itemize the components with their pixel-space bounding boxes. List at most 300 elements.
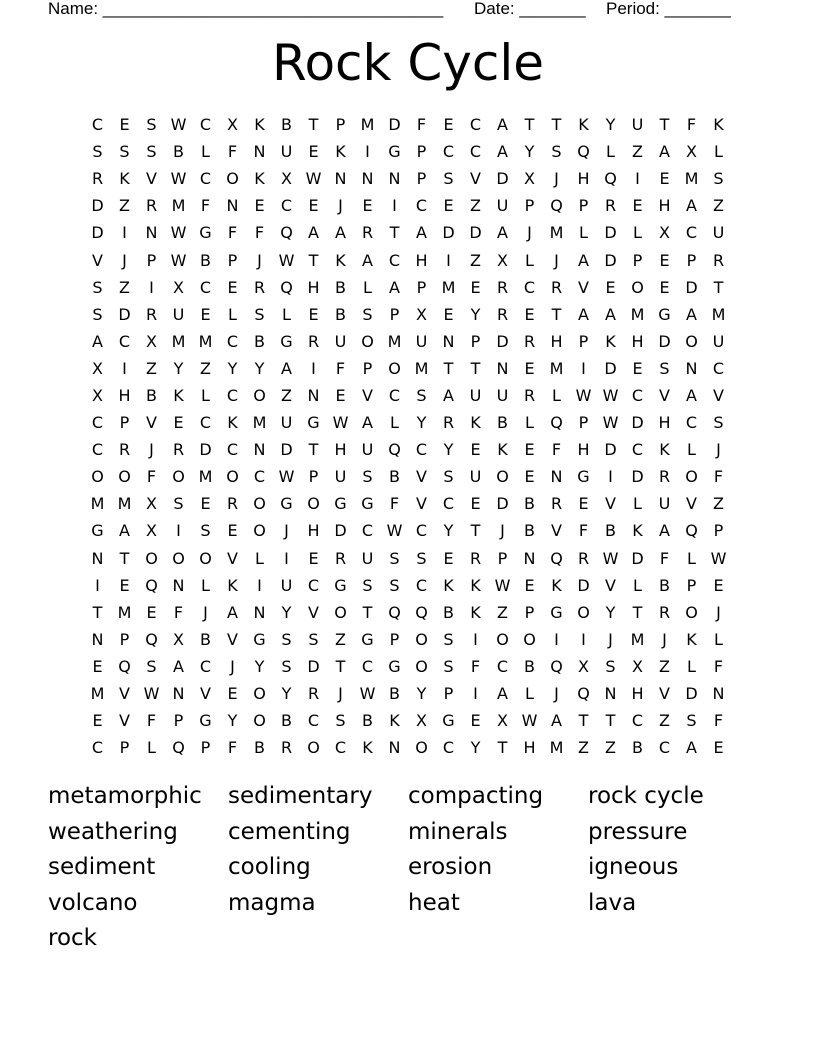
grid-letter[interactable]: P bbox=[119, 413, 130, 433]
grid-letter[interactable]: E bbox=[227, 277, 238, 297]
grid-letter[interactable]: S bbox=[146, 142, 157, 162]
grid-letter[interactable]: V bbox=[659, 385, 670, 405]
grid-letter[interactable]: Z bbox=[659, 711, 670, 731]
grid-letter[interactable]: T bbox=[632, 602, 643, 622]
grid-letter[interactable]: C bbox=[199, 413, 212, 433]
grid-letter[interactable]: K bbox=[605, 331, 616, 351]
grid-letter[interactable]: W bbox=[359, 684, 376, 704]
grid-letter[interactable]: C bbox=[361, 521, 374, 541]
grid-letter[interactable]: I bbox=[446, 250, 451, 270]
grid-letter[interactable]: M bbox=[171, 196, 186, 216]
grid-letter[interactable]: S bbox=[443, 467, 454, 487]
grid-letter[interactable]: C bbox=[226, 440, 239, 460]
grid-letter[interactable]: K bbox=[173, 385, 184, 405]
grid-letter[interactable]: P bbox=[416, 142, 427, 162]
grid-letter[interactable]: J bbox=[554, 684, 559, 704]
grid-letter[interactable]: H bbox=[631, 684, 644, 704]
grid-letter[interactable]: D bbox=[91, 223, 104, 243]
grid-letter[interactable]: Y bbox=[254, 656, 265, 676]
grid-letter[interactable]: B bbox=[362, 711, 373, 731]
grid-letter[interactable]: C bbox=[199, 169, 212, 189]
date-field[interactable]: Date: _______ bbox=[474, 0, 586, 18]
grid-letter[interactable]: T bbox=[119, 548, 130, 568]
grid-letter[interactable]: R bbox=[658, 467, 671, 487]
grid-letter[interactable]: P bbox=[578, 413, 589, 433]
grid-letter[interactable]: C bbox=[442, 142, 455, 162]
grid-letter[interactable]: E bbox=[308, 196, 319, 216]
grid-letter[interactable]: F bbox=[146, 467, 157, 487]
grid-letter[interactable]: B bbox=[335, 304, 346, 324]
grid-letter[interactable]: V bbox=[92, 250, 103, 270]
grid-letter[interactable]: E bbox=[443, 548, 454, 568]
period-field[interactable]: Period: _______ bbox=[606, 0, 731, 18]
grid-letter[interactable]: E bbox=[659, 250, 670, 270]
grid-letter[interactable]: G bbox=[280, 331, 293, 351]
grid-letter[interactable]: J bbox=[122, 250, 127, 270]
grid-letter[interactable]: N bbox=[361, 169, 374, 189]
grid-letter[interactable]: F bbox=[686, 115, 697, 135]
grid-letter[interactable]: D bbox=[469, 223, 482, 243]
grid-letter[interactable]: V bbox=[227, 629, 238, 649]
grid-letter[interactable]: C bbox=[226, 331, 239, 351]
grid-letter[interactable]: W bbox=[575, 385, 592, 405]
grid-letter[interactable]: Z bbox=[497, 602, 508, 622]
grid-letter[interactable]: C bbox=[91, 413, 104, 433]
grid-letter[interactable]: N bbox=[91, 548, 104, 568]
grid-letter[interactable]: D bbox=[496, 331, 509, 351]
grid-letter[interactable]: Z bbox=[146, 358, 157, 378]
grid-letter[interactable]: C bbox=[415, 575, 428, 595]
grid-letter[interactable]: Y bbox=[605, 115, 616, 135]
grid-letter[interactable]: C bbox=[496, 656, 509, 676]
grid-letter[interactable]: N bbox=[496, 358, 509, 378]
grid-letter[interactable]: G bbox=[199, 223, 212, 243]
grid-letter[interactable]: T bbox=[578, 711, 589, 731]
grid-letter[interactable]: C bbox=[307, 575, 320, 595]
grid-letter[interactable]: H bbox=[334, 440, 347, 460]
grid-letter[interactable]: Q bbox=[550, 196, 563, 216]
grid-letter[interactable]: R bbox=[118, 440, 131, 460]
grid-letter[interactable]: K bbox=[497, 440, 508, 460]
grid-letter[interactable]: Q bbox=[145, 629, 158, 649]
grid-letter[interactable]: P bbox=[200, 738, 211, 758]
grid-letter[interactable]: S bbox=[308, 629, 319, 649]
grid-letter[interactable]: F bbox=[389, 494, 400, 514]
grid-letter[interactable]: E bbox=[308, 304, 319, 324]
grid-letter[interactable]: K bbox=[335, 142, 346, 162]
grid-letter[interactable]: F bbox=[713, 467, 724, 487]
grid-letter[interactable]: E bbox=[470, 711, 481, 731]
grid-letter[interactable]: S bbox=[173, 494, 184, 514]
grid-letter[interactable]: L bbox=[714, 629, 723, 649]
grid-letter[interactable]: Q bbox=[550, 548, 563, 568]
grid-letter[interactable]: C bbox=[415, 196, 428, 216]
grid-letter[interactable]: X bbox=[686, 142, 697, 162]
grid-letter[interactable]: Q bbox=[145, 575, 158, 595]
grid-letter[interactable]: S bbox=[713, 169, 724, 189]
grid-letter[interactable]: F bbox=[200, 196, 211, 216]
grid-letter[interactable]: N bbox=[550, 467, 563, 487]
grid-letter[interactable]: C bbox=[280, 196, 293, 216]
grid-letter[interactable]: X bbox=[227, 115, 238, 135]
grid-letter[interactable]: G bbox=[361, 629, 374, 649]
grid-letter[interactable]: E bbox=[659, 277, 670, 297]
grid-letter[interactable]: D bbox=[91, 196, 104, 216]
grid-letter[interactable]: S bbox=[92, 304, 103, 324]
grid-letter[interactable]: Q bbox=[118, 656, 131, 676]
grid-letter[interactable]: A bbox=[173, 656, 184, 676]
grid-letter[interactable]: N bbox=[253, 440, 266, 460]
grid-letter[interactable]: R bbox=[550, 494, 563, 514]
grid-letter[interactable]: U bbox=[658, 494, 671, 514]
grid-letter[interactable]: U bbox=[631, 115, 644, 135]
grid-letter[interactable]: T bbox=[713, 277, 724, 297]
grid-letter[interactable]: U bbox=[334, 331, 347, 351]
grid-letter[interactable]: S bbox=[659, 358, 670, 378]
grid-letter[interactable]: O bbox=[199, 548, 212, 568]
grid-letter[interactable]: W bbox=[602, 385, 619, 405]
grid-letter[interactable]: A bbox=[92, 331, 103, 351]
grid-letter[interactable]: C bbox=[388, 385, 401, 405]
grid-letter[interactable]: O bbox=[415, 656, 428, 676]
grid-letter[interactable]: D bbox=[388, 115, 401, 135]
grid-letter[interactable]: P bbox=[632, 250, 643, 270]
grid-letter[interactable]: Z bbox=[470, 250, 481, 270]
grid-letter[interactable]: O bbox=[415, 738, 428, 758]
grid-letter[interactable]: H bbox=[577, 440, 590, 460]
grid-letter[interactable]: W bbox=[602, 548, 619, 568]
grid-letter[interactable]: H bbox=[307, 277, 320, 297]
grid-letter[interactable]: S bbox=[551, 142, 562, 162]
grid-letter[interactable]: M bbox=[90, 684, 105, 704]
grid-letter[interactable]: K bbox=[470, 413, 481, 433]
grid-letter[interactable]: E bbox=[443, 304, 454, 324]
grid-letter[interactable]: T bbox=[470, 521, 481, 541]
grid-letter[interactable]: W bbox=[170, 223, 187, 243]
grid-letter[interactable]: Q bbox=[550, 656, 563, 676]
grid-letter[interactable]: R bbox=[604, 196, 617, 216]
grid-letter[interactable]: Z bbox=[659, 656, 670, 676]
grid-letter[interactable]: D bbox=[604, 440, 617, 460]
grid-letter[interactable]: X bbox=[146, 494, 157, 514]
grid-letter[interactable]: M bbox=[549, 223, 564, 243]
grid-letter[interactable]: R bbox=[523, 385, 536, 405]
grid-letter[interactable]: S bbox=[281, 629, 292, 649]
grid-letter[interactable]: C bbox=[469, 142, 482, 162]
grid-letter[interactable]: X bbox=[146, 331, 157, 351]
grid-letter[interactable]: I bbox=[581, 629, 586, 649]
grid-letter[interactable]: E bbox=[227, 521, 238, 541]
grid-letter[interactable]: D bbox=[604, 250, 617, 270]
grid-letter[interactable]: N bbox=[712, 684, 725, 704]
grid-letter[interactable]: P bbox=[497, 548, 508, 568]
grid-letter[interactable]: V bbox=[578, 277, 589, 297]
grid-letter[interactable]: I bbox=[95, 575, 100, 595]
grid-letter[interactable]: S bbox=[254, 304, 265, 324]
grid-letter[interactable]: D bbox=[685, 684, 698, 704]
grid-letter[interactable]: P bbox=[713, 521, 724, 541]
grid-letter[interactable]: C bbox=[199, 115, 212, 135]
grid-letter[interactable]: H bbox=[658, 196, 671, 216]
grid-letter[interactable]: C bbox=[712, 358, 725, 378]
grid-letter[interactable]: K bbox=[470, 575, 481, 595]
grid-letter[interactable]: M bbox=[414, 358, 429, 378]
grid-letter[interactable]: T bbox=[335, 656, 346, 676]
grid-letter[interactable]: W bbox=[170, 169, 187, 189]
grid-letter[interactable]: W bbox=[494, 575, 511, 595]
grid-letter[interactable]: D bbox=[685, 277, 698, 297]
grid-letter[interactable]: J bbox=[716, 440, 721, 460]
grid-letter[interactable]: T bbox=[524, 115, 535, 135]
grid-letter[interactable]: E bbox=[254, 196, 265, 216]
grid-letter[interactable]: S bbox=[92, 277, 103, 297]
grid-letter[interactable]: C bbox=[658, 738, 671, 758]
grid-letter[interactable]: E bbox=[200, 304, 211, 324]
grid-letter[interactable]: I bbox=[635, 169, 640, 189]
grid-letter[interactable]: I bbox=[608, 467, 613, 487]
grid-letter[interactable]: O bbox=[253, 385, 266, 405]
grid-letter[interactable]: S bbox=[119, 142, 130, 162]
grid-letter[interactable]: J bbox=[338, 684, 343, 704]
grid-letter[interactable]: E bbox=[713, 575, 724, 595]
grid-letter[interactable]: T bbox=[362, 602, 373, 622]
grid-letter[interactable]: T bbox=[92, 602, 103, 622]
grid-letter[interactable]: J bbox=[608, 629, 613, 649]
grid-letter[interactable]: C bbox=[253, 467, 266, 487]
grid-letter[interactable]: I bbox=[122, 358, 127, 378]
grid-letter[interactable]: S bbox=[443, 656, 454, 676]
grid-letter[interactable]: J bbox=[500, 521, 505, 541]
grid-letter[interactable]: O bbox=[496, 629, 509, 649]
grid-letter[interactable]: Q bbox=[550, 413, 563, 433]
grid-letter[interactable]: O bbox=[496, 467, 509, 487]
grid-letter[interactable]: Q bbox=[577, 142, 590, 162]
grid-letter[interactable]: V bbox=[416, 467, 427, 487]
grid-letter[interactable]: E bbox=[659, 169, 670, 189]
grid-letter[interactable]: C bbox=[91, 115, 104, 135]
grid-letter[interactable]: E bbox=[362, 196, 373, 216]
grid-letter[interactable]: R bbox=[442, 413, 455, 433]
grid-letter[interactable]: D bbox=[631, 467, 644, 487]
grid-letter[interactable]: D bbox=[496, 494, 509, 514]
grid-letter[interactable]: M bbox=[630, 629, 645, 649]
grid-letter[interactable]: G bbox=[91, 521, 104, 541]
grid-letter[interactable]: B bbox=[389, 467, 400, 487]
grid-letter[interactable]: J bbox=[203, 602, 208, 622]
grid-letter[interactable]: J bbox=[284, 521, 289, 541]
grid-letter[interactable]: A bbox=[416, 223, 427, 243]
grid-letter[interactable]: O bbox=[685, 467, 698, 487]
grid-letter[interactable]: T bbox=[659, 115, 670, 135]
grid-letter[interactable]: G bbox=[334, 575, 347, 595]
grid-letter[interactable]: A bbox=[659, 142, 670, 162]
grid-letter[interactable]: J bbox=[554, 250, 559, 270]
grid-letter[interactable]: J bbox=[554, 169, 559, 189]
grid-letter[interactable]: V bbox=[416, 494, 427, 514]
grid-letter[interactable]: K bbox=[686, 629, 697, 649]
grid-letter[interactable]: E bbox=[92, 656, 103, 676]
grid-letter[interactable]: M bbox=[549, 358, 564, 378]
grid-letter[interactable]: D bbox=[604, 358, 617, 378]
grid-letter[interactable]: R bbox=[91, 169, 104, 189]
grid-letter[interactable]: F bbox=[254, 223, 265, 243]
grid-letter[interactable]: Z bbox=[200, 358, 211, 378]
grid-letter[interactable]: U bbox=[496, 196, 509, 216]
grid-letter[interactable]: W bbox=[602, 413, 619, 433]
grid-letter[interactable]: C bbox=[388, 250, 401, 270]
grid-letter[interactable]: B bbox=[335, 277, 346, 297]
grid-letter[interactable]: P bbox=[578, 331, 589, 351]
grid-letter[interactable]: F bbox=[416, 115, 427, 135]
grid-letter[interactable]: L bbox=[282, 304, 291, 324]
grid-letter[interactable]: Z bbox=[470, 196, 481, 216]
grid-letter[interactable]: Y bbox=[443, 440, 454, 460]
grid-letter[interactable]: N bbox=[523, 548, 536, 568]
grid-letter[interactable]: B bbox=[659, 575, 670, 595]
grid-letter[interactable]: D bbox=[307, 656, 320, 676]
grid-letter[interactable]: S bbox=[200, 521, 211, 541]
grid-letter[interactable]: J bbox=[257, 250, 262, 270]
grid-letter[interactable]: E bbox=[227, 684, 238, 704]
grid-letter[interactable]: S bbox=[335, 711, 346, 731]
grid-letter[interactable]: N bbox=[145, 223, 158, 243]
grid-letter[interactable]: R bbox=[523, 331, 536, 351]
grid-letter[interactable]: L bbox=[147, 738, 156, 758]
grid-letter[interactable]: V bbox=[200, 684, 211, 704]
grid-letter[interactable]: V bbox=[119, 711, 130, 731]
grid-letter[interactable]: E bbox=[524, 358, 535, 378]
grid-letter[interactable]: L bbox=[525, 684, 534, 704]
grid-letter[interactable]: V bbox=[146, 169, 157, 189]
grid-letter[interactable]: A bbox=[578, 250, 589, 270]
grid-letter[interactable]: L bbox=[633, 223, 642, 243]
grid-letter[interactable]: E bbox=[200, 494, 211, 514]
grid-letter[interactable]: O bbox=[253, 521, 266, 541]
grid-letter[interactable]: A bbox=[686, 196, 697, 216]
grid-letter[interactable]: B bbox=[524, 521, 535, 541]
grid-letter[interactable]: V bbox=[470, 169, 481, 189]
grid-letter[interactable]: H bbox=[631, 331, 644, 351]
grid-letter[interactable]: D bbox=[577, 575, 590, 595]
grid-letter[interactable]: C bbox=[91, 440, 104, 460]
grid-letter[interactable]: S bbox=[416, 385, 427, 405]
grid-letter[interactable]: T bbox=[497, 738, 508, 758]
grid-letter[interactable]: W bbox=[710, 548, 727, 568]
grid-letter[interactable]: S bbox=[416, 548, 427, 568]
grid-letter[interactable]: F bbox=[713, 656, 724, 676]
grid-letter[interactable]: K bbox=[659, 440, 670, 460]
grid-letter[interactable]: I bbox=[365, 142, 370, 162]
grid-letter[interactable]: S bbox=[443, 629, 454, 649]
grid-letter[interactable]: N bbox=[253, 602, 266, 622]
grid-letter[interactable]: R bbox=[145, 196, 158, 216]
grid-letter[interactable]: A bbox=[497, 142, 508, 162]
grid-letter[interactable]: X bbox=[632, 656, 643, 676]
grid-letter[interactable]: M bbox=[198, 331, 213, 351]
grid-letter[interactable]: S bbox=[362, 467, 373, 487]
grid-letter[interactable]: Z bbox=[119, 196, 130, 216]
grid-letter[interactable]: M bbox=[630, 304, 645, 324]
grid-letter[interactable]: X bbox=[281, 169, 292, 189]
grid-letter[interactable]: R bbox=[469, 548, 482, 568]
grid-letter[interactable]: N bbox=[388, 169, 401, 189]
grid-letter[interactable]: P bbox=[335, 115, 346, 135]
grid-letter[interactable]: R bbox=[334, 548, 347, 568]
grid-letter[interactable]: Z bbox=[335, 629, 346, 649]
grid-letter[interactable]: J bbox=[338, 196, 343, 216]
grid-letter[interactable]: I bbox=[473, 684, 478, 704]
grid-letter[interactable]: Y bbox=[281, 602, 292, 622]
grid-letter[interactable]: L bbox=[633, 575, 642, 595]
grid-letter[interactable]: J bbox=[716, 602, 721, 622]
grid-letter[interactable]: V bbox=[362, 385, 373, 405]
grid-letter[interactable]: C bbox=[226, 385, 239, 405]
grid-letter[interactable]: L bbox=[255, 548, 264, 568]
grid-letter[interactable]: P bbox=[119, 738, 130, 758]
grid-letter[interactable]: A bbox=[497, 115, 508, 135]
grid-letter[interactable]: M bbox=[711, 304, 726, 324]
grid-letter[interactable]: O bbox=[253, 711, 266, 731]
grid-letter[interactable]: I bbox=[311, 358, 316, 378]
grid-letter[interactable]: B bbox=[200, 629, 211, 649]
grid-letter[interactable]: P bbox=[362, 358, 373, 378]
grid-letter[interactable]: R bbox=[226, 494, 239, 514]
grid-letter[interactable]: K bbox=[254, 115, 265, 135]
grid-letter[interactable]: S bbox=[713, 413, 724, 433]
grid-letter[interactable]: V bbox=[227, 548, 238, 568]
grid-letter[interactable]: D bbox=[334, 521, 347, 541]
grid-letter[interactable]: G bbox=[550, 602, 563, 622]
grid-letter[interactable]: A bbox=[362, 250, 373, 270]
grid-letter[interactable]: G bbox=[577, 467, 590, 487]
grid-letter[interactable]: P bbox=[524, 602, 535, 622]
grid-letter[interactable]: R bbox=[496, 304, 509, 324]
grid-letter[interactable]: X bbox=[92, 385, 103, 405]
grid-letter[interactable]: D bbox=[631, 413, 644, 433]
grid-letter[interactable]: O bbox=[253, 494, 266, 514]
grid-letter[interactable]: U bbox=[496, 385, 509, 405]
grid-letter[interactable]: D bbox=[631, 548, 644, 568]
grid-letter[interactable]: O bbox=[415, 629, 428, 649]
grid-letter[interactable]: Q bbox=[685, 521, 698, 541]
grid-letter[interactable]: L bbox=[390, 413, 399, 433]
grid-letter[interactable]: V bbox=[551, 521, 562, 541]
grid-letter[interactable]: D bbox=[199, 440, 212, 460]
grid-letter[interactable]: G bbox=[253, 629, 266, 649]
grid-letter[interactable]: G bbox=[388, 142, 401, 162]
grid-letter[interactable]: U bbox=[712, 223, 725, 243]
grid-letter[interactable]: N bbox=[307, 385, 320, 405]
grid-letter[interactable]: H bbox=[118, 385, 131, 405]
grid-letter[interactable]: U bbox=[469, 467, 482, 487]
grid-letter[interactable]: I bbox=[284, 548, 289, 568]
grid-letter[interactable]: H bbox=[307, 521, 320, 541]
grid-letter[interactable]: P bbox=[686, 575, 697, 595]
grid-letter[interactable]: L bbox=[633, 494, 642, 514]
grid-letter[interactable]: T bbox=[443, 358, 454, 378]
grid-letter[interactable]: O bbox=[145, 548, 158, 568]
grid-letter[interactable]: N bbox=[442, 331, 455, 351]
grid-letter[interactable]: Q bbox=[415, 602, 428, 622]
grid-letter[interactable]: F bbox=[173, 602, 184, 622]
grid-letter[interactable]: O bbox=[307, 494, 320, 514]
grid-letter[interactable]: T bbox=[308, 115, 319, 135]
grid-letter[interactable]: R bbox=[307, 684, 320, 704]
grid-letter[interactable]: O bbox=[388, 358, 401, 378]
grid-letter[interactable]: R bbox=[145, 304, 158, 324]
grid-letter[interactable]: V bbox=[119, 684, 130, 704]
grid-letter[interactable]: C bbox=[307, 711, 320, 731]
